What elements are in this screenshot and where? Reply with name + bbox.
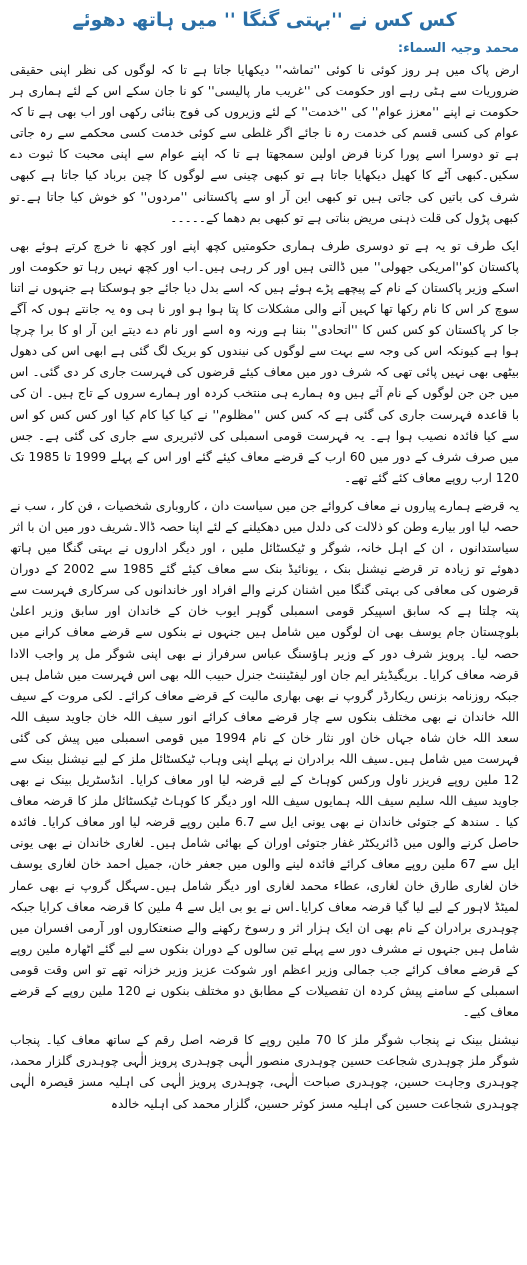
author-byline: محمد وجیہ السماء: xyxy=(397,41,519,56)
article-title: کس کس نے ''بہتی گنگا '' میں ہاتھ دھوئے xyxy=(72,9,457,31)
article-paragraph-2: ایک طرف تو یہ ہے تو دوسری طرف ہماری حکومتیں کچھ اپنے اور کچھ نا خرچ کرتے ہوئے بھی پاکستان کو''امریکی جھولی'' میں ڈالتی ہیں اور کر رہی ہیں۔اب اور کچھ نہیں رہا تو حکومت اور اسکے وزیر پاکستان کے نام کے پیچھے پڑے ہوئے ہیں کہ اسے بدل دیا جائے جو ہوسکتا ہے جنہوں نے اتنا سوچ کر اس کا نام رکھا تھا کہیں آنے والی مشکلات کا پتا ہوا ہو اور نا ہی وہ یہ جانتے ہوں کہ آگے جا کر پاکستان کو کس کس کا ''اتحادی'' بننا ہے ورنہ وہ اسے اور نام دے دیتے این آر او کا برا چرچا ہوا ہے کیونکہ اس کی وجہ سے بہت سے لوگوں کی نیندوں کو بریک لگ گئی ہے ابھی اس کی دھول بیٹھی بھی نہیں پائی تھی کہ شرف دور میں معاف کیئے قرضوں کی فہرست جاری کر دی گئی۔ اس میں جن جن لوگوں کے نام آئے ہیں وہ ہمارے ہی منتخب کردہ اور ہمارے سروں کے تاج ہیں۔ ان کی با قاعدہ فہرست جاری کی گئی ہے کہ کس کس ''مظلوم'' نے کیا کیا کام کیا اور کس کس کو اس سے کیا فائدہ نصیب ہوا ہے۔ یہ فہرست قومی اسمبلی کی لائبریری سے جاری کی گئی ہے۔ جس میں صرف شرف کے دور میں 60 ارب کے قرضے معاف کیئے گئے اور اس کے پہلے 1999 تا 1985 تک 120 ارب روپے معاف کئے گئے تھے۔ xyxy=(10,238,519,485)
article-paragraph-3: یہ قرضے ہمارے پیاروں نے معاف کروائے جن میں سیاست دان ، کاروباری شخصیات ، فن کار ، سب نے حصہ لیا اور بیارے وطن کو ذلالت کی دلدل میں دھکیلنے کے لئے اپنا حصہ ڈالا۔شریف دور میں ان با اثر سیاستدانوں ، ان کے اہل خانہ، شوگر و ٹیکسٹائل ملیں ، اور دیگر اداروں نے بہتی گنگا میں ہاتھ دھوئے تو زیادہ تر قرضے نیشنل بنک ، یونائیڈ بنک سے معاف کیئے گئے 1985 سے 2002 کے دوران قرضوں کی معافی کی بہتی گنگا میں اشنان کرنے والے افراد اور خاندانوں کی سرکاری فہرست سے پتہ چلتا ہے کہ سابق اسپیکر قومی اسمبلی گوہر ایوب خان کے خاندان اور سابق وزیر اعلیٰ بلوچستان جام یوسف بھی ان لوگوں میں شامل ہیں جنہوں نے بنکوں سے قرضے معاف کرانے میں حصہ لیا۔ پرویز شرف دور کے وزیر ہاؤسنگ عباس سرفراز نے بھی اپنی شوگر مل پر واجب الادا قرضہ معاف کرایا۔ بریگیڈیئر ایم جان اور لیفٹیننٹ جنرل حبیب اللہ بھی اس فہرست میں شامل ہیں جبکہ روزنامہ بزنس ریکارڈر گروپ نے بھی بھاری مالیت کے قرضے معاف کرائے۔ لکی مروت کے سیف اللہ خاندان نے بھی مختلف بنکوں سے چار قرضے معاف کرائے انور سیف اللہ خان جاوید سیف اللہ سعد اللہ خان شاہ جہاں خان اور نثار خان کے نام 1994 میں قومی اسمبلی میں پیش کی گئی فہرست میں شامل ہیں۔سیف اللہ برادران نے پہلے اپنی وہاب ٹیکسٹائل ملز کے لیے نیشنل بینک سے 12 ملین روپے فریزر ناول ورکس کوہاٹ کے لیے قرضہ لیا اور معاف کرایا۔ انڈسٹریل بینک نے بھی جاوید سیف اللہ سلیم سیف اللہ ہمایوں سیف اللہ اور دیگر کا کوہاٹ ٹیکسٹائل ملز کا قرضہ معاف کیا ۔ سندھ کے جتوئی خاندان نے بھی یونی ایل سے 6.7 ملین روپے قرضہ لیا اور معاف کرایا۔ فائدہ حاصل کرنے والوں میں ڈائریکٹر غفار جتوئی اوران کے بھائی شامل ہیں۔ لغاری خاندان نے بھی یونی ایل سے 67 ملین روپے معاف کرائے فائدہ لینے والوں میں جعفر خان، جمیل احمد خان لغاری یوسف خان لغاری طارق خان لغاری، عطاء محمد لغاری اور دیگر شامل ہیں۔سہگل گروپ نے بھی عمار لمیٹڈ لاہور کے لیے لیا گیا قرضہ معاف کرایا۔اس نے یو بی ایل سے 4 ملین کا قرضہ معاف کرایا جبکہ چوہدری برادران کے نام بھی ان ایک ہزار اثر و رسوخ رکھنے والے صنعتکاروں اور آرمی افسران میں شامل ہیں جنہوں نے مشرف دور سے پہلے تین سالوں کے دوران بنکوں سے لیے گئے اٹھارہ ملین روپے کے قرضے معاف کرائے جب جمالی وزیر اعظم اور شوکت عزیز وزیر خزانہ تھے تو اس وقت قومی اسمبلی کے سامنے پیش کردہ ان تفصیلات کے مطابق دو مختلف بنکوں نے 120 ملین روپے کے قرضے معاف کیے۔ xyxy=(10,498,520,1020)
article-paragraph-4: نیشنل بینک نے پنجاب شوگر ملز کا 70 ملین روپے کا قرضہ اصل رقم کے ساتھ معاف کیا۔ پنجاب شوگر ملز چوہدری شجاعت حسین چوہدری منصور الٰہی چوہدری پرویز الٰہی چوہدری گلزار محمد، چوہدری وجاہت حسین، چوہدری صباحت الٰہی، چوہدری پرویز الٰہی کی اہلیہ مسز قیصرہ الٰہی چوہدری شجاعت حسین کی اہلیہ مسز کوثر حسین، گلزار محمد کی اہلیہ خالدہ xyxy=(10,1033,519,1111)
article-paragraph-1: ارض پاک میں ہر روز کوئی نا کوئی ''تماشہ'' دیکھایا جاتا ہے تا کہ لوگوں کی نظر اپنی حقیقی ضروریات سے ہٹی رہے اور حکومت کی ''غریب مار پالیسی'' کو نا جان سکے اس کے لئے ہماری ہر حکومت نے اپنے ''معزز عوام'' کی ''خدمت'' کے لئے وزیروں کی فوج بنائی رکھی اور اب بھی ہے تا کہ عوام کی کسی قسم کی خدمت رہ نا جائے اگر غلطی سے کوئی خدمت کسی محکمے سے رہ جاتی ہے تو دوسرا اسے پورا کرنا فرض اولین سمجھتا ہے تا کہ اپنے عوام سے اپنی محبت کا ثبوت دے سکیں۔کبھی آٹے کا کھیل دیکھایا جاتا ہے تو کبھی چینی سے لوگوں کا چین برباد کیا جاتا ہے کبھی شرف کی باتیں کی جاتی ہیں تو کبھی این آر او سے پاکستانی ''مردوں'' کو خوش کیا جاتا ہے۔تو کبھی پڑول کی قلت ذہنی مریض بناتی ہے تو کبھی بم دھما کے۔۔۔۔۔ xyxy=(10,63,519,225)
